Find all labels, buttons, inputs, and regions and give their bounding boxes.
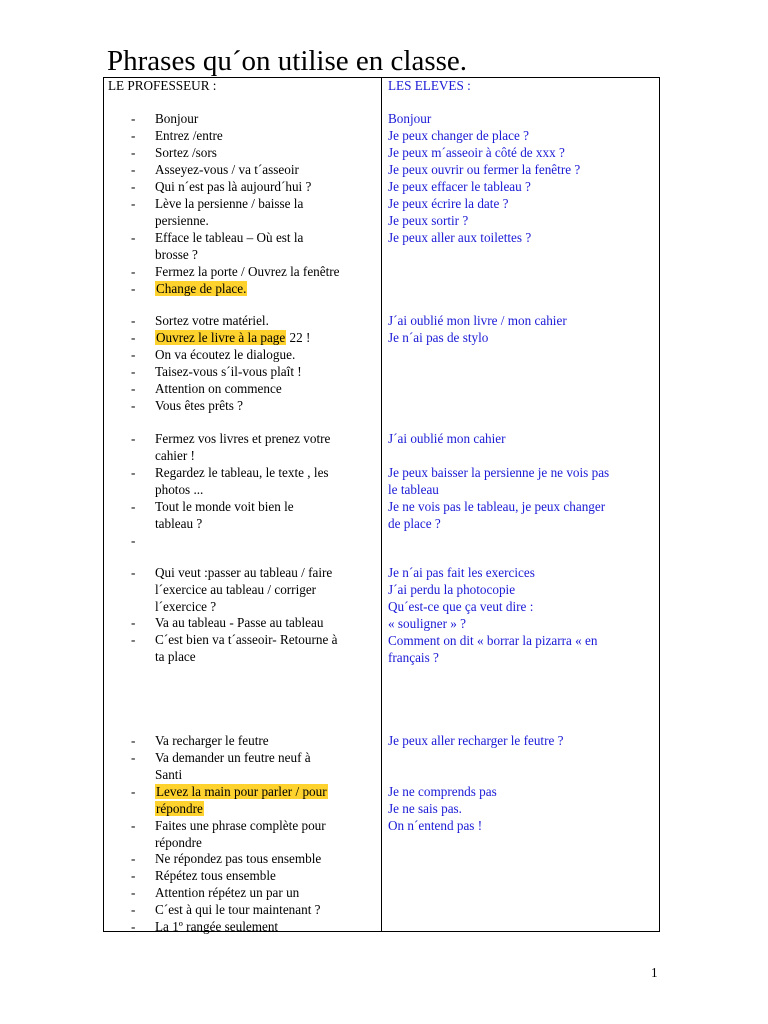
teacher-item-bullet: - [131,818,136,833]
teacher-phrase [155,598,216,615]
phrase-text: l´exercice ? [155,599,217,614]
students-column-header: LES ELEVES : [388,78,471,93]
teacher-phrase [155,749,311,766]
phrase-text: l´exercice au tableau / corriger [155,582,317,597]
teacher-item-bullet: - [131,111,136,126]
phrase-text: La 1º rangée seulement [155,919,279,934]
teacher-item-bullet: - [131,313,136,328]
teacher-phrase [155,144,217,161]
teacher-phrase [155,850,321,867]
phrase-text: Attention on commence [155,381,282,396]
teacher-item-bullet: - [131,533,136,548]
page-number: 1 [651,965,658,980]
phrase-text: Qui n´est pas là aujourd´hui ? [155,179,312,194]
teacher-item-bullet: - [131,330,136,345]
student-phrase: le tableau [388,482,439,497]
teacher-item-bullet: - [131,264,136,279]
teacher-item-bullet: - [131,885,136,900]
phrase-text: 22 ! [286,330,311,345]
teacher-phrase [155,110,198,127]
student-phrase: Je ne vois pas le tableau, je peux changer [388,499,606,514]
teacher-phrase [155,329,310,346]
page-title: Phrases qu´on utilise en classe. [107,45,468,77]
teacher-phrase [155,161,299,178]
phrase-text: Sortez votre matériel. [155,313,269,328]
teacher-phrase [155,380,282,397]
column-divider [381,77,382,932]
phrase-text: C´est bien va t´asseoir- Retourne à [155,632,338,647]
teacher-item-bullet: - [131,733,136,748]
phrase-text: Entrez /entre [155,128,223,143]
teacher-phrase [155,834,202,851]
teacher-item-bullet: - [131,632,136,647]
student-phrase: Je peux baisser la persienne je ne vois pas [388,465,610,480]
teacher-item-bullet: - [131,281,136,296]
phrase-text: cahier ! [155,448,195,463]
student-phrase: de place ? [388,516,441,531]
phrase-text: Ne répondez pas tous ensemble [155,851,322,866]
student-phrase: « souligner » ? [388,616,467,631]
phrase-text: C´est à qui le tour maintenant ? [155,902,321,917]
teacher-phrase [155,312,269,329]
student-phrase: Je peux effacer le tableau ? [388,179,531,194]
teacher-item-bullet: - [131,465,136,480]
teacher-phrase [155,195,303,212]
teacher-phrase [155,648,196,665]
teacher-phrase [155,397,243,414]
phrase-text: Répétez tous ensemble [155,868,276,883]
teacher-phrase [155,430,330,447]
teacher-phrase [155,127,223,144]
teacher-phrase [155,246,198,263]
student-phrase: Je peux ouvrir ou fermer la fenêtre ? [388,162,581,177]
phrase-text: Tout le monde voit bien le [155,499,294,514]
teacher-column-header: LE PROFESSEUR : [108,78,217,93]
student-phrase: Comment on dit « borrar la pizarra « en [388,633,598,648]
phrase-text: répondre [155,835,202,850]
teacher-item-bullet: - [131,398,136,413]
teacher-phrase [155,447,195,464]
teacher-item-bullet: - [131,902,136,917]
teacher-phrase [155,867,276,884]
teacher-item-bullet: - [131,851,136,866]
student-phrase: Je n´ai pas de stylo [388,330,489,345]
student-phrase: On n´entend pas ! [388,818,483,833]
phrase-text: Santi [155,767,183,782]
teacher-item-bullet: - [131,347,136,362]
teacher-item-bullet: - [131,565,136,580]
teacher-phrase [155,481,203,498]
teacher-phrase [155,614,323,631]
student-phrase: français ? [388,650,439,665]
student-phrase: Je peux sortir ? [388,213,469,228]
student-phrase: J´ai oublié mon cahier [388,431,506,446]
phrase-text: tableau ? [155,516,203,531]
teacher-item-bullet: - [131,196,136,211]
teacher-phrase [155,178,311,195]
phrase-text: persienne. [155,213,209,228]
teacher-item-bullet: - [131,615,136,630]
teacher-phrase [155,766,182,783]
teacher-item-bullet: - [131,868,136,883]
phrase-text: Regardez le tableau, le texte , les [155,465,329,480]
phrase-text: On va écoutez le dialogue. [155,347,296,362]
student-phrase: Je peux aller recharger le feutre ? [388,733,564,748]
teacher-phrase [155,783,328,800]
teacher-item-bullet: - [131,230,136,245]
phrase-text: Va au tableau - Passe au tableau [155,615,324,630]
teacher-phrase [155,817,326,834]
teacher-phrase [155,732,269,749]
student-phrase: Je peux écrire la date ? [388,196,509,211]
phrase-text: ta place [155,649,196,664]
teacher-item-bullet: - [131,431,136,446]
phrase-text: Taisez-vous s´il-vous plaît ! [155,364,302,379]
teacher-item-bullet: - [131,750,136,765]
phrase-text: brosse ? [155,247,198,262]
phrase-text: Faites une phrase complète pour [155,818,326,833]
teacher-item-bullet: - [131,128,136,143]
phrase-text: Vous êtes prêts ? [155,398,244,413]
phrase-text: Va demander un feutre neuf à [155,750,311,765]
highlighted-phrase: Change de place. [156,281,247,296]
phrase-text: Attention répétez un par un [155,885,300,900]
highlighted-phrase: Ouvrez le livre à la page [156,330,286,345]
teacher-phrase [155,363,302,380]
teacher-item-bullet: - [131,499,136,514]
teacher-phrase [155,800,204,817]
phrase-text: Bonjour [155,111,199,126]
teacher-phrase [155,464,329,481]
phrase-text: Fermez vos livres et prenez votre [155,431,331,446]
student-phrase: Je peux m´asseoir à côté de xxx ? [388,145,565,160]
teacher-item-bullet: - [131,145,136,160]
student-phrase: Qu´est-ce que ça veut dire : [388,599,534,614]
teacher-phrase [155,229,303,246]
teacher-phrase [155,346,295,363]
student-phrase: Bonjour [388,111,432,126]
teacher-item-bullet: - [131,784,136,799]
student-phrase: Je n´ai pas fait les exercices [388,565,535,580]
teacher-phrase [155,581,316,598]
teacher-phrase [155,263,340,280]
phrase-text: Va recharger le feutre [155,733,269,748]
phrase-text: Lève la persienne / baisse la [155,196,304,211]
highlighted-phrase: Levez la main pour parler / pour [156,784,327,799]
teacher-phrase [155,515,202,532]
teacher-phrase [155,498,294,515]
student-phrase: J´ai oublié mon livre / mon cahier [388,313,567,328]
phrase-text: Asseyez-vous / va t´asseoir [155,162,299,177]
student-phrase: Je ne sais pas. [388,801,462,816]
teacher-item-bullet: - [131,919,136,934]
phrase-text: Sortez /sors [155,145,217,160]
teacher-phrase [155,918,278,935]
student-phrase: Je ne comprends pas [388,784,497,799]
teacher-phrase [155,631,337,648]
teacher-item-bullet: - [131,364,136,379]
teacher-item-bullet: - [131,381,136,396]
teacher-phrase [155,884,299,901]
phrase-text: Efface le tableau – Où est la [155,230,304,245]
highlighted-phrase: répondre [156,801,203,816]
phrase-text: Qui veut :passer au tableau / faire [155,565,333,580]
teacher-phrase [155,280,247,297]
student-phrase: Je peux changer de place ? [388,128,529,143]
phrase-text: Fermez la porte / Ouvrez la fenêtre [155,264,340,279]
teacher-item-bullet: - [131,162,136,177]
teacher-phrase [155,901,321,918]
student-phrase: Je peux aller aux toilettes ? [388,230,532,245]
teacher-phrase [155,564,332,581]
phrase-text: photos ... [155,482,204,497]
teacher-phrase [155,212,209,229]
student-phrase: J´ai perdu la photocopie [388,582,516,597]
teacher-item-bullet: - [131,179,136,194]
